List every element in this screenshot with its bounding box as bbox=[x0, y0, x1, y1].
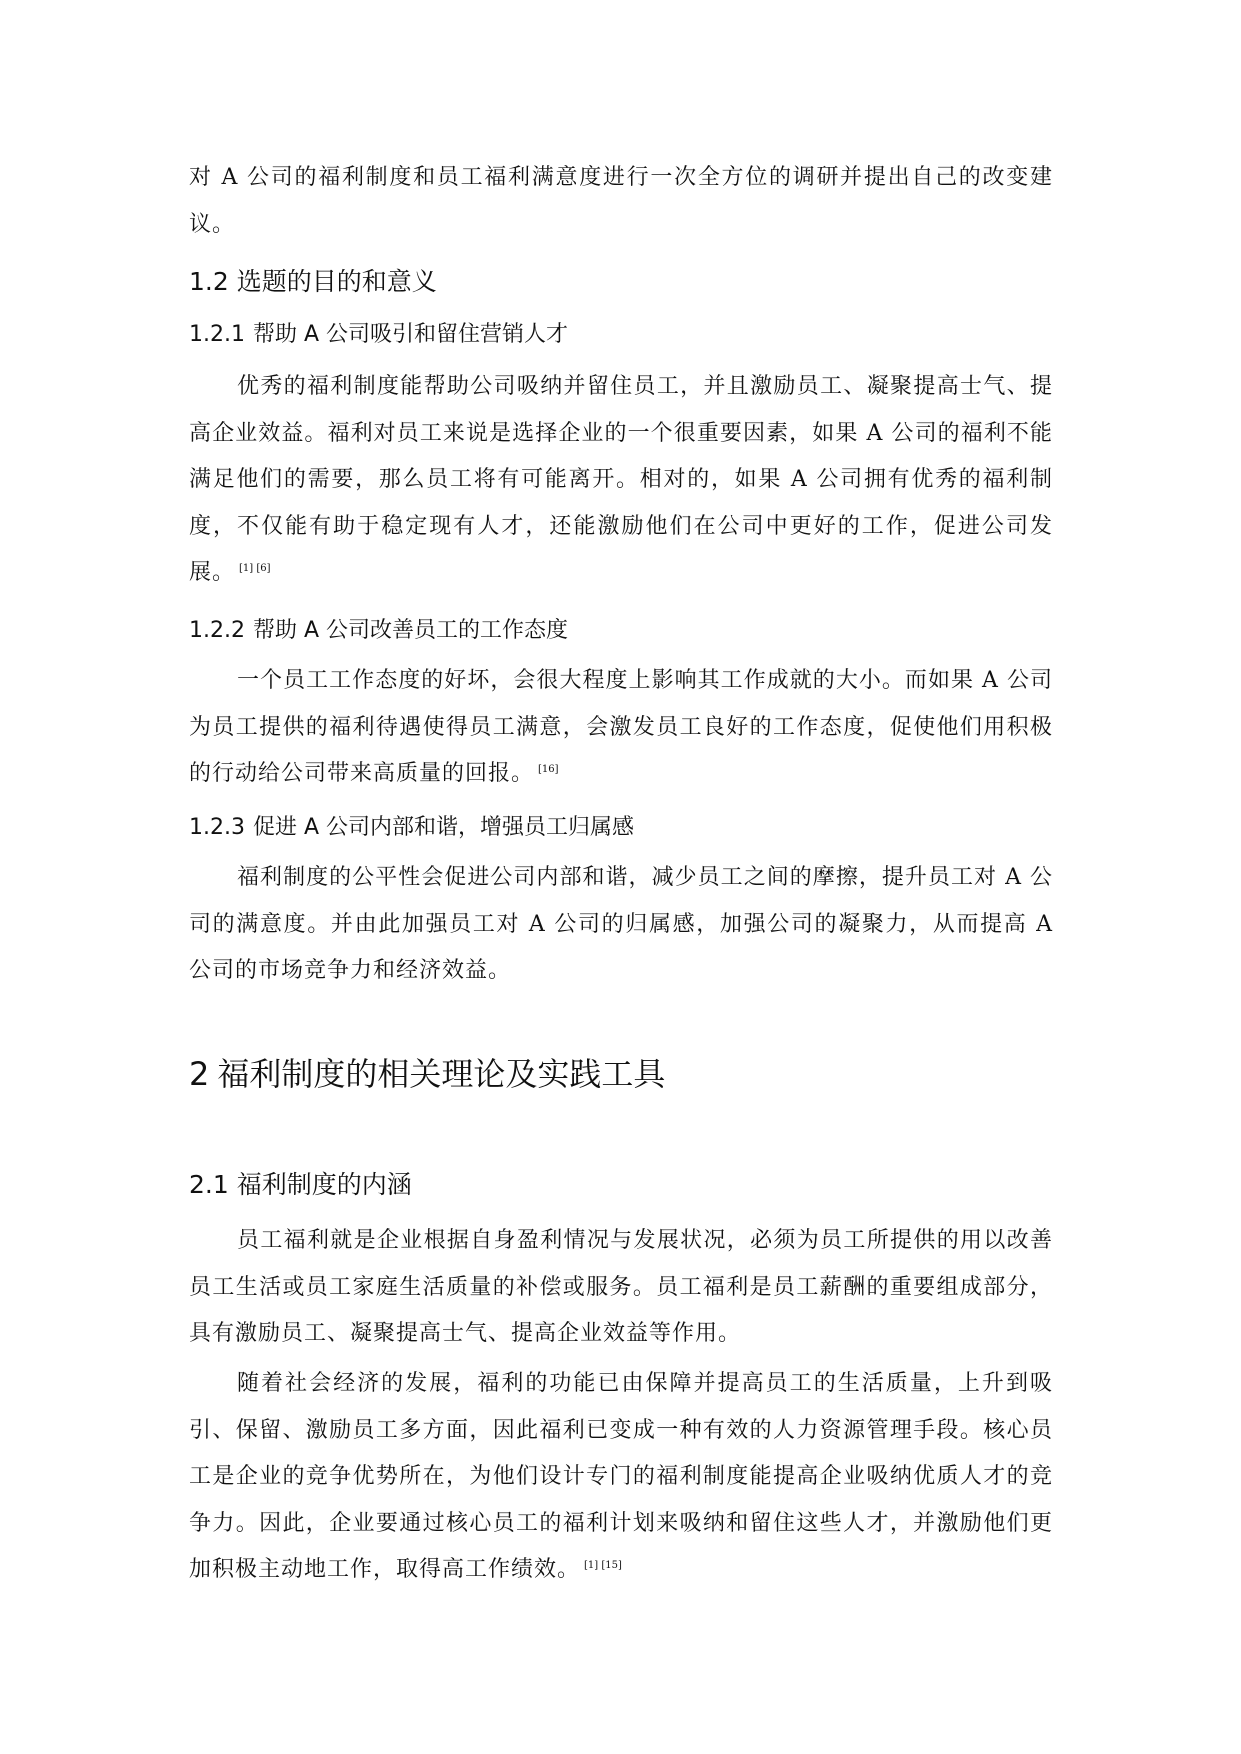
subsection-1-2-1-paragraph bbox=[189, 364, 1053, 597]
section-2-1-paragraph-2 bbox=[189, 1361, 1053, 1594]
section-1-2-number: 1.2 bbox=[189, 267, 229, 296]
subsection-1-2-3-paragraph: 福利制度的公平性会促进公司内部和谐，减少员工之间的摩擦，提升员工对 A 公司的满意度。并由此加强员工对 A 公司的归属感，加强公司的凝聚力，从而提高 A 公司的市场竞争力和经济效益。 bbox=[189, 865, 1053, 983]
subsection-1-2-3-title: 促进 A 公司内部和谐，增强员工归属感 bbox=[252, 815, 635, 840]
subsection-1-2-3-number: 1.2.3 bbox=[189, 815, 245, 840]
section-2-1-title: 福利制度的内涵 bbox=[236, 1170, 412, 1199]
section-2-1-paragraph-2-text: 随着社会经济的发展，福利的功能已由保障并提高员工的生活质量，上升到吸引、保留、激励员工多方面，因此福利已变成一种有效的人力资源管理手段。核心员工是企业的竞争优势所在，为他们设计专门的福利制度能提高企业吸纳优质人才的竞争力。因此，企业要通过核心员工的福利计划来吸纳和留住这些人才，并激励他们更加积极主动地工作，取得高工作绩效。 bbox=[189, 1371, 1053, 1582]
subsection-1-2-1-heading bbox=[189, 317, 568, 353]
citation-marker: [1] [6] bbox=[239, 562, 271, 574]
subsection-1-2-2-heading bbox=[189, 613, 568, 649]
section-2-1-number: 2.1 bbox=[189, 1170, 229, 1199]
chapter-2-title: 福利制度的相关理论及实践工具 bbox=[217, 1055, 666, 1093]
chapter-2-heading bbox=[189, 1050, 665, 1098]
section-1-2-title: 选题的目的和意义 bbox=[236, 267, 437, 296]
section-2-1-paragraph-1: 员工福利就是企业根据自身盈利情况与发展状况，必须为员工所提供的用以改善员工生活或员工家庭生活质量的补偿或服务。员工福利是员工薪酬的重要组成部分，具有激励员工、凝聚提高士气、提高企业效益等作用。 bbox=[189, 1228, 1053, 1346]
subsection-1-2-2-number: 1.2.2 bbox=[189, 618, 245, 643]
subsection-1-2-2-title: 帮助 A 公司改善员工的工作态度 bbox=[252, 618, 569, 643]
section-2-1-heading bbox=[189, 1165, 412, 1205]
intro-continuation-paragraph: 对 A 公司的福利制度和员工福利满意度进行一次全方位的调研并提出自己的改变建议。 bbox=[189, 165, 1053, 237]
section-1-2-heading bbox=[189, 262, 437, 302]
chapter-2-number: 2 bbox=[189, 1055, 210, 1093]
subsection-1-2-3-heading bbox=[189, 810, 634, 846]
subsection-1-2-1-number: 1.2.1 bbox=[189, 322, 245, 347]
subsection-1-2-2-paragraph bbox=[189, 658, 1053, 798]
subsection-1-2-1-title: 帮助 A 公司吸引和留住营销人才 bbox=[252, 322, 569, 347]
subsection-1-2-2-text: 一个员工工作态度的好坏，会很大程度上影响其工作成就的大小。而如果 A 公司为员工提供的福利待遇使得员工满意，会激发员工良好的工作态度，促使他们用积极的行动给公司带来高质量的回报。 bbox=[189, 668, 1053, 786]
subsection-1-2-1-text: 优秀的福利制度能帮助公司吸纳并留住员工，并且激励员工、凝聚提高士气、提高企业效益。福利对员工来说是选择企业的一个很重要因素，如果 A 公司的福利不能满足他们的需要，那么员工将有可能离开。相对的，如果 A 公司拥有优秀的福利制度，不仅能有助于稳定现有人才，还能激励他们在公司中更好的工作，促进公司发展。 bbox=[189, 374, 1053, 585]
citation-marker: [16] bbox=[538, 763, 559, 775]
citation-marker: [1] [15] bbox=[584, 1559, 622, 1571]
